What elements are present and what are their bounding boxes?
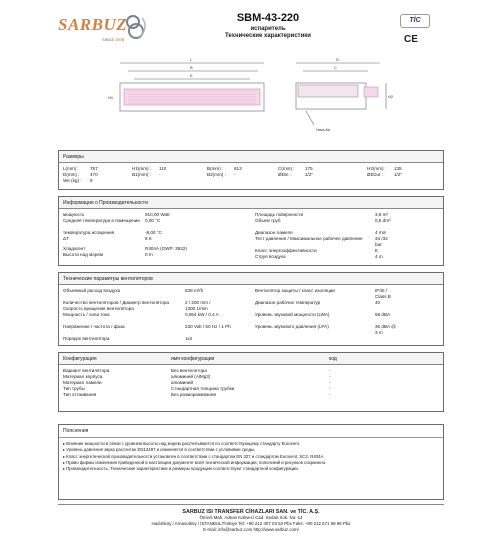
fan-value: 2 / 200 mm / bbox=[185, 300, 211, 305]
company-contact: Hadımköy / Arnavutköy / İSTANBUL/Türkiye Tel: +90 212 407 03 53 Pbx Faks: +90 212 671 99 96 Pbx bbox=[151, 521, 351, 526]
footer-divider bbox=[58, 504, 444, 505]
list-item: ▸ Класс энергетической производительности установлен в соответствии с стандартом EN 327 и стандартом Eurovent, SC2, R404A bbox=[63, 454, 439, 460]
perf-key: Площадь поверхности bbox=[255, 212, 304, 217]
fan-value: 638 m³/h bbox=[185, 288, 204, 293]
fan-value: 1300 1/min bbox=[185, 306, 208, 311]
fan-key: Вентилятор защиты / класс изоляции bbox=[255, 288, 335, 293]
tic-logo: TİC bbox=[400, 14, 430, 28]
perf-value: E bbox=[375, 248, 379, 253]
performance-left bbox=[59, 212, 251, 260]
list-item: ▸ Производительность, Технические характеристики и размеры продукции соответствуют стандартной конфигурации. bbox=[63, 466, 439, 472]
company-address: Ömerli Mah. Adnan Kahveci Cad. Sedan Sok. No: 14 bbox=[199, 515, 303, 520]
config-value: Без вентилятора bbox=[171, 368, 207, 373]
fan-value: 58 dBA bbox=[375, 312, 391, 317]
fan-key: Порядок вентилятора bbox=[63, 336, 110, 341]
config-code: - bbox=[329, 368, 331, 373]
perf-value: 910,00 Watt bbox=[145, 212, 170, 217]
dim-key: ØDin : bbox=[278, 172, 292, 177]
dim-value: 110 bbox=[159, 166, 167, 171]
product-type: испаритель bbox=[250, 26, 286, 32]
config-value: Стандартная толщина трубки bbox=[171, 386, 235, 391]
fan-key: Напряжение / частота / фаза bbox=[63, 324, 125, 329]
fans-title: Технические параметры вентиляторов bbox=[59, 273, 443, 285]
dim-key: H2(mm) : bbox=[367, 166, 387, 171]
side-view bbox=[296, 63, 386, 125]
fans-section bbox=[58, 272, 444, 346]
configuration-section bbox=[58, 352, 444, 412]
fans-right bbox=[251, 288, 443, 342]
perf-key: температура испарения bbox=[63, 230, 115, 235]
fan-key: Уровень звукового давления (LPA) bbox=[255, 324, 329, 329]
list-item: ▸ Уровень давления звука рассчитан EN13487 и изменяется в соответствии с условиями среды. bbox=[63, 447, 439, 453]
notes-list bbox=[59, 438, 443, 475]
footer bbox=[58, 504, 444, 533]
logo-wordmark: SARBUZ bbox=[58, 15, 128, 34]
dimensions-row bbox=[59, 178, 443, 184]
dim-label-B: B bbox=[190, 65, 193, 70]
fan-value: 36 dBA @ 3 m bbox=[375, 324, 396, 335]
dim-key: ØDout : bbox=[367, 172, 383, 177]
perf-value: 3,6 m² bbox=[375, 212, 389, 217]
dim-value: 470 bbox=[90, 172, 98, 177]
dim-label-H2: H2 bbox=[388, 94, 394, 99]
logo-swirl-icon bbox=[122, 12, 150, 42]
document-title: Технические характеристики bbox=[224, 33, 311, 39]
performance-title: Информация о Производительности bbox=[59, 197, 443, 209]
performance-section bbox=[58, 196, 444, 266]
perf-key: ΔT bbox=[63, 236, 69, 241]
dim-key: We (kg) : bbox=[63, 178, 82, 183]
dim-label-H1: H1 bbox=[108, 95, 114, 100]
fan-value: 230 Volt / 50 Hz / 1 Ph bbox=[185, 324, 231, 329]
config-name: Тип трубы bbox=[63, 386, 85, 391]
config-name: Тип оттаивания bbox=[63, 392, 97, 397]
config-col-header: Конфигурация bbox=[63, 356, 97, 362]
config-value: Без размораживания bbox=[171, 392, 217, 397]
dim-key: L(mm) : bbox=[63, 166, 79, 171]
fan-value: 1x2 bbox=[185, 336, 193, 341]
dim-value: 135 bbox=[394, 166, 402, 171]
fan-key: Количество вентиляторов / Диаметр вентилятора bbox=[63, 300, 170, 305]
ce-mark: CE bbox=[404, 34, 418, 45]
dimensions-title: Размеры bbox=[59, 151, 443, 163]
config-code: - bbox=[329, 386, 331, 391]
perf-value: 0,6 dm³ bbox=[375, 218, 391, 223]
perf-key: Высота над морем bbox=[63, 252, 104, 257]
dim-label-L: L bbox=[190, 57, 193, 62]
dim-key: B1(mm) : bbox=[132, 172, 151, 177]
config-value: алюминий (AlMg3) bbox=[171, 374, 211, 379]
title-block bbox=[208, 12, 328, 39]
fans-left bbox=[59, 288, 251, 342]
config-code: - bbox=[329, 374, 331, 379]
airflow-direction-label: Hava Akı bbox=[316, 128, 331, 132]
perf-value: 8 K bbox=[145, 236, 152, 241]
perf-key: Средняя температура в помещении bbox=[63, 218, 140, 223]
dim-value: 1/2" bbox=[394, 172, 403, 177]
perf-value: 0 m bbox=[145, 252, 153, 257]
list-item: ▸ Право фирмы изменения приведенной в настоящем документе всей технической информации, пояснений и рисунков сохранено. bbox=[63, 460, 439, 466]
perf-value: 34 /32 bar bbox=[375, 236, 388, 247]
config-name: Вариант вентилятора bbox=[63, 368, 110, 373]
config-value: алюминий bbox=[171, 380, 194, 385]
dim-value: - bbox=[234, 172, 236, 177]
config-col-header: имя конфигурации bbox=[171, 356, 215, 362]
dim-value: 1/2" bbox=[305, 172, 314, 177]
dim-label-E: E bbox=[190, 73, 193, 78]
configuration-header bbox=[59, 353, 443, 365]
dim-value: 8 bbox=[90, 178, 93, 183]
notes-title: Пояснения bbox=[59, 425, 443, 438]
fan-key: Диапазон рабочих температур bbox=[255, 300, 321, 305]
dim-key: H1(mm) : bbox=[132, 166, 152, 171]
header bbox=[58, 12, 448, 52]
dim-value: 767 bbox=[90, 166, 98, 171]
fan-key: Уровень звуковой мощности (LWA) bbox=[255, 312, 330, 317]
config-col-header: код bbox=[329, 356, 337, 362]
dim-value: 175 bbox=[305, 166, 313, 171]
perf-key: Объем труб bbox=[255, 218, 281, 223]
company-web: E-mail: info@sarbuz.com http://www.sarbuz.com/ bbox=[203, 527, 299, 532]
perf-value: -8,00 °C bbox=[145, 230, 162, 235]
technical-drawing bbox=[58, 55, 442, 145]
perf-value: 4 mm bbox=[375, 230, 387, 235]
dim-key: D(mm) : bbox=[63, 172, 80, 177]
fan-value: 0,064 kW / 0,4 A bbox=[185, 312, 219, 317]
fan-key: Мощность / сила тока bbox=[63, 312, 110, 317]
perf-value: 0,00 °C bbox=[145, 218, 161, 223]
config-code: - bbox=[329, 392, 331, 397]
perf-key: Струя воздуха bbox=[255, 254, 286, 259]
model-title: SBM-43-220 bbox=[236, 12, 300, 24]
perf-key: Тест давления / Максимальное рабочее давление bbox=[255, 236, 363, 241]
company-name: SARBUZ ISI TRANSFER CİHAZLARI SAN. ve TİC. A.Ş. bbox=[182, 509, 320, 515]
brand-logo bbox=[58, 12, 150, 44]
perf-value: R404A (GWP: 3922) bbox=[145, 246, 187, 251]
logo-since: SINCE 1978 bbox=[102, 37, 125, 42]
config-name: Материал корпуса bbox=[63, 374, 103, 379]
dim-value: - bbox=[159, 172, 161, 177]
perf-value: 4 m bbox=[375, 254, 383, 259]
fan-value: IP40 / Class B bbox=[375, 288, 391, 299]
list-item: ▸ Влияние мощности в связи с уровнем высоты над морем рассчитывается по соответствующему стандарту Eurovent. bbox=[63, 441, 439, 447]
front-view bbox=[120, 63, 264, 111]
dim-key: B(mm) : bbox=[207, 166, 224, 171]
dimensions-section bbox=[58, 150, 444, 190]
fan-key: Объемный расход воздуха bbox=[63, 288, 121, 293]
perf-key: Класс энергоэффективности bbox=[255, 248, 317, 253]
perf-key: мощность bbox=[63, 212, 85, 217]
perf-key: Диапазон ламеля bbox=[255, 230, 293, 235]
dim-value: 613 bbox=[234, 166, 242, 171]
table-row bbox=[59, 392, 443, 398]
dim-label-C: C bbox=[334, 65, 337, 70]
perf-key: Хладагент bbox=[63, 246, 86, 251]
fan-key: Скорость вращения вентилятора bbox=[63, 306, 134, 311]
dim-key: B2(mm) : bbox=[207, 172, 226, 177]
config-name: Материал ламели bbox=[63, 380, 102, 385]
notes-section bbox=[58, 424, 444, 500]
config-code: - bbox=[329, 380, 331, 385]
dim-key: C(mm) : bbox=[278, 166, 295, 171]
fan-value: 40 bbox=[375, 300, 381, 305]
dim-label-D: D bbox=[336, 57, 339, 62]
performance-right bbox=[251, 212, 443, 260]
